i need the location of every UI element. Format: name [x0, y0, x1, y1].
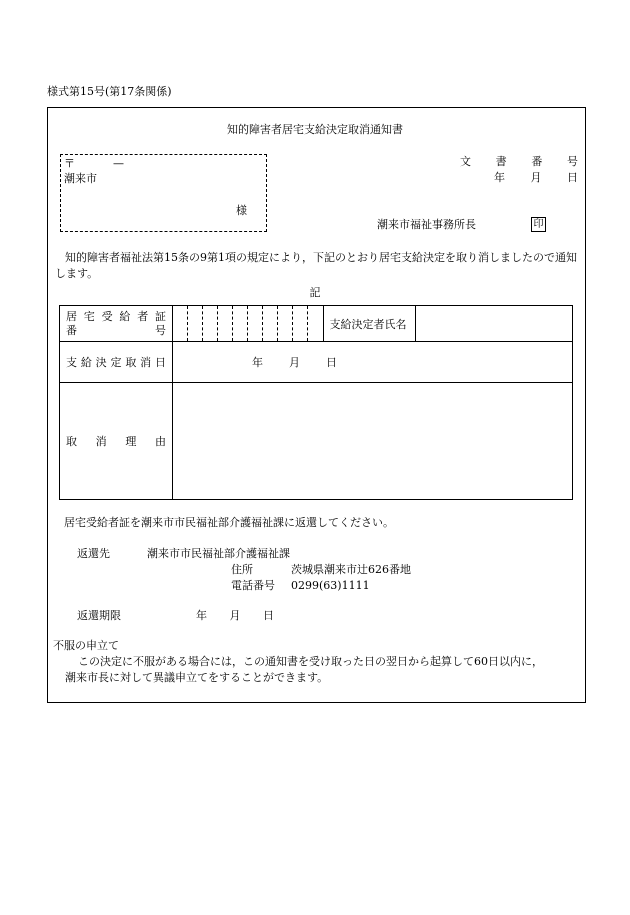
- return-to-label: 返還先: [77, 547, 110, 560]
- label-char: 消: [95, 435, 107, 448]
- recipient-name-label: 支給決定者氏名: [323, 306, 416, 342]
- recipient-name-field[interactable]: [416, 306, 573, 342]
- issue-date: [494, 172, 578, 183]
- recipient-address-box: [60, 154, 267, 232]
- label-char: 決: [95, 356, 107, 369]
- document-title: 知的障害者居宅支給決定取消通知書: [227, 123, 403, 136]
- decision-table: [59, 305, 573, 500]
- recipient-honorific: 様: [236, 204, 247, 217]
- reason-label: [60, 383, 173, 500]
- month-unit: 月: [530, 171, 542, 184]
- label-char: 消: [140, 356, 152, 369]
- recipient-city: 潮来市: [64, 172, 97, 185]
- notice-body-text: 知的障害者福祉法第15条の9第1項の規定により，下記のとおり居宅支給決定を取り消しましたので通知します。: [55, 251, 577, 280]
- phone-label: 電話番号: [231, 579, 275, 592]
- year-unit: 年: [196, 609, 207, 622]
- objection-text-line-2: 潮来市長に対して異議申立てをすることができます。: [65, 671, 329, 684]
- cert-number-label: [60, 306, 173, 342]
- objection-heading: 不服の申立て: [53, 639, 119, 652]
- docno-char: 書: [495, 155, 507, 168]
- deadline-label: 返還期限: [77, 609, 121, 622]
- issuer-name: 潮来市福祉事務所長: [377, 218, 476, 231]
- label-char: 受: [101, 309, 113, 323]
- docno-char: 号: [566, 155, 578, 168]
- cert-digit-cell[interactable]: [307, 306, 323, 342]
- label-char: 者: [137, 309, 149, 323]
- return-notice: 居宅受給者証を潮来市市民福祉部介護福祉課に返還してください。: [64, 516, 394, 529]
- year-unit: 年: [252, 356, 263, 369]
- label-char: 理: [125, 435, 137, 448]
- label-char: 取: [66, 435, 77, 448]
- return-to-dept: 潮来市市民福祉部介護福祉課: [147, 547, 290, 560]
- label-char: 支: [66, 356, 77, 369]
- label-char: 取: [125, 356, 137, 369]
- day-unit: 日: [326, 356, 337, 369]
- cert-digit-cell[interactable]: [187, 306, 202, 342]
- label-char: 定: [110, 356, 122, 369]
- form-number-label: 様式第15号(第17条関係): [47, 85, 172, 98]
- month-unit: 月: [289, 356, 300, 369]
- cert-digit-cell[interactable]: [247, 306, 262, 342]
- label-char: 番: [66, 323, 77, 337]
- phone-value: 0299(63)1111: [291, 579, 370, 592]
- label-char: 由: [154, 435, 166, 448]
- docno-char: 番: [531, 155, 543, 168]
- cancel-date-field[interactable]: [173, 342, 573, 383]
- label-char: 給: [80, 356, 92, 369]
- postal-mark: 〒: [64, 157, 75, 170]
- seal-stamp: 印: [531, 217, 546, 232]
- month-unit: 月: [229, 609, 241, 622]
- label-char: 給: [119, 309, 131, 323]
- label-char: 証: [154, 309, 166, 323]
- cert-digit-cell[interactable]: [292, 306, 307, 342]
- docno-char: 文: [460, 155, 471, 168]
- postal-dash: —: [113, 157, 124, 170]
- cert-digit-cell[interactable]: [217, 306, 232, 342]
- cert-digit-cell[interactable]: [262, 306, 277, 342]
- cancel-date-label: [60, 342, 173, 383]
- day-unit: 日: [567, 171, 578, 184]
- year-unit: 年: [494, 171, 505, 184]
- ki-heading: 記: [309, 286, 321, 299]
- label-char: 居: [66, 309, 77, 323]
- address-label: 住所: [231, 563, 253, 576]
- cert-digit-cell[interactable]: [277, 306, 292, 342]
- day-unit: 日: [263, 609, 274, 622]
- reason-field[interactable]: [173, 383, 573, 500]
- label-char: 宅: [83, 309, 95, 323]
- cert-digit-cell[interactable]: [173, 306, 188, 342]
- deadline-date: [196, 610, 274, 621]
- document-number-label: [460, 156, 578, 167]
- cert-digit-cell[interactable]: [232, 306, 247, 342]
- label-char: 日: [154, 356, 166, 369]
- cert-digit-cell[interactable]: [202, 306, 217, 342]
- objection-text-line-1: この決定に不服がある場合には，この通知書を受け取った日の翌日から起算して60日以内に，: [78, 655, 543, 668]
- address-value: 茨城県潮来市辻626番地: [291, 563, 411, 576]
- label-char: 号: [155, 323, 166, 337]
